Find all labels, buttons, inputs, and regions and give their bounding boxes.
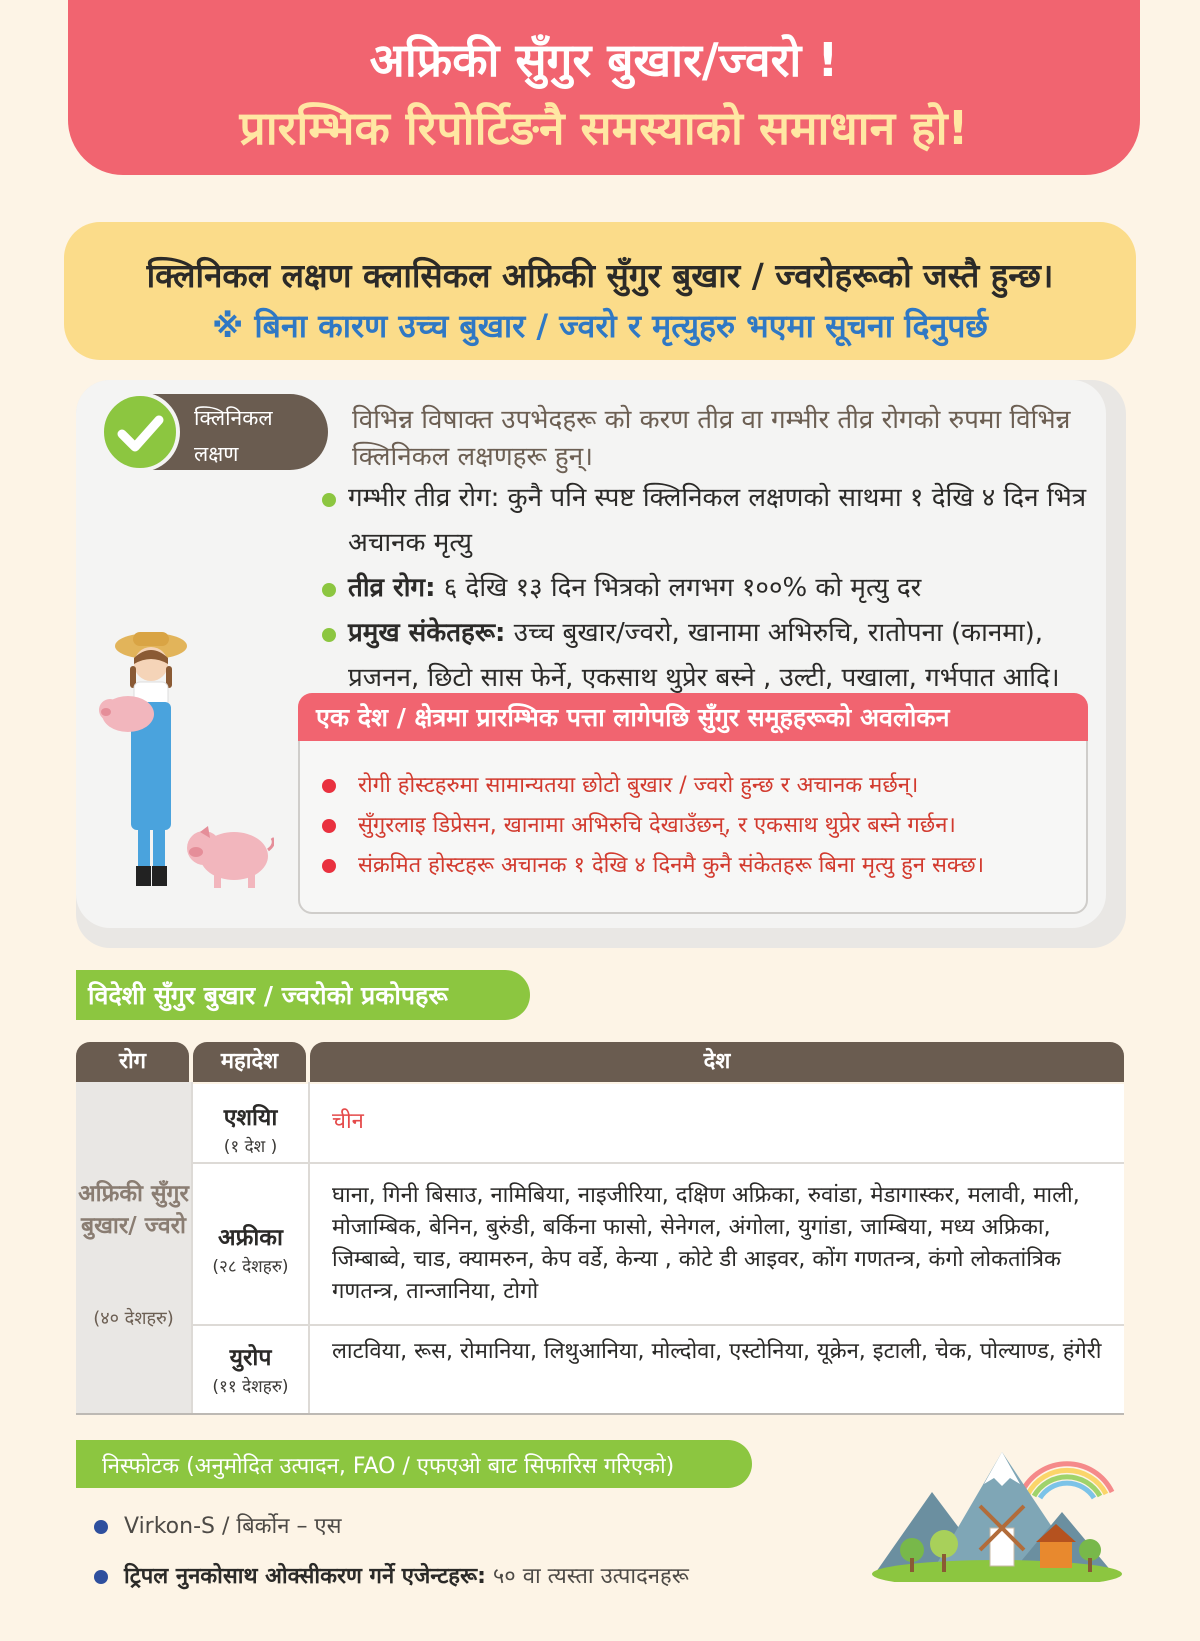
item-text: ५० वा त्यस्ता उत्पादनहरू [485,1564,689,1589]
list-item [318,566,1108,611]
column-divider [191,1082,193,1414]
bullet-icon [322,493,336,507]
header-disease: रोग [76,1042,189,1082]
header-continent: महादेश [193,1042,306,1082]
outbreaks-title: विदेशी सुँगुर बुखार / ज्वरोको प्रकोपहरू [88,981,448,1010]
bullet-icon [322,819,336,833]
notice-banner [64,222,1136,360]
bullet-icon [94,1570,108,1584]
table-bottom-border [76,1413,1124,1415]
continent-name: अफ्रीका [218,1225,283,1251]
continent-name: युरोप [229,1345,272,1371]
column-divider [308,1082,310,1414]
continent-count: (२८ देशहरु) [212,1257,289,1277]
continent-cell [193,1084,308,1162]
item-text: गम्भीर तीव्र रोग: कुनै पनि स्पष्ट क्लिनिकल लक्षणको साथमा १ देखि ४ दिन भित्र अचानक मृत्यु [348,483,1087,558]
item-label: ट्रिपल नुनकोसाथ ओक्सीकरण गर्ने एजेन्टहरू: [124,1564,486,1589]
header-banner [68,0,1140,175]
disease-name: अफ्रिकी सुँगुर बुखार/ ज्वरो [78,1181,189,1239]
continent-cell [193,1164,308,1324]
table-header [76,1042,1124,1082]
item-text: संक्रमित होस्टहरू अचानक १ देखि ४ दिनमै कुनै संकेतहरू बिना मृत्यु हुन सक्छ। [358,853,985,878]
pig-illustration [182,820,274,892]
disease-cell [76,1082,191,1414]
country-cell: घाना, गिनी बिसाउ, नामिबिया, नाइजीरिया, दक्षिण अफ्रिका, रुवांडा, मेडागास्कर, मलावी, माली, मोजाम्बिक, बेनिन, बुरुंडी, बर्किना फासो, सेनेगल, अंगोला, युगांडा, जाम्बिया, मध्य अफ्रिका, जिम्बाब्वे, चाड, क्यामरुन, केप वर्डे, केन्या , कोटे डी आइवर, कोंग गणतन्त्र, कंगो लोकतांत्रिक गणतन्त्र, तान्जानिया, टोगो [310,1164,1124,1324]
header-country: देश [310,1042,1124,1082]
notice-line-2: ※ बिना कारण उच्च बुखार / ज्वरो र मृत्युहरु भएमा सूचना दिनुपर्छ [212,307,988,345]
list-item [318,611,1108,701]
continent-count: (१ देश ) [223,1137,278,1157]
observation-list [322,766,1062,886]
item-text: रोगी होस्टहरुमा सामान्यतया छोटो बुखार / ज्वरो हुन्छ र अचानक मर्छन्। [358,773,919,798]
country-cell: चीन [310,1084,1124,1162]
list-item [94,1552,834,1602]
landscape-illustration [872,1432,1122,1582]
notice-line-1: क्लिनिकल लक्षण क्लासिकल अफ्रिकी सुँगुर बुखार / ज्वरोहरूको जस्तै हुन्छ। [146,256,1054,295]
bullet-icon [322,779,336,793]
continent-name: एशयिा [223,1105,278,1131]
item-text: Virkon-S / बिर्कोन – एस [124,1514,342,1539]
item-text: उच्च बुखार/ज्वरो, खानामा अभिरुचि, रातोपना (कानमा), प्रजनन, छिटो सास फेर्ने, एकसाथ थुप्रेर बस्ने , उल्टी, पखाला, गर्भपात आदि। [348,618,1060,693]
bullet-icon [322,583,336,597]
bullet-icon [94,1520,108,1534]
bullet-icon [322,628,336,642]
bullet-icon [322,859,336,873]
page-title: अफ्रिकी सुँगुर बुखार/ज्वरो ! [369,33,839,87]
disinfectant-title: निस्फोटक (अनुमोदित उत्पादन, FAO / एफएओ बाट सिफारिस गरिएको) [102,1454,675,1479]
check-icon [100,392,180,472]
list-item [322,766,1062,806]
country-cell: लाटविया, रूस, रोमानिया, लिथुआनिया, मोल्दोवा, एस्टोनिया, यूक्रेन, इटाली, चेक, पोल्याण्ड, हंगेरी [310,1326,1124,1414]
item-text: सुँगुरलाइ डिप्रेसन, खानामा अभिरुचि देखाउँछन्, र एकसाथ थुप्रेर बस्ने गर्छन। [358,813,956,838]
list-item [322,806,1062,846]
continent-cell [193,1326,308,1414]
item-text: ६ देखि १३ दिन भित्रको लगभग १००% को मृत्यु दर [435,573,922,603]
list-item [94,1502,834,1552]
clinical-intro: विभिन्न विषाक्त उपभेदहरू को करण तीव्र वा गम्भीर तीव्र रोगको रुपमा विभिन्न क्लिनिकल लक्षणहरू हुन्। [352,405,1071,472]
disease-count: (४० देशहरु) [93,1308,174,1329]
page-subtitle: प्रारम्भिक रिपोर्टिङनै समस्याको समाधान हो! [239,101,969,155]
continent-count: (११ देशहरु) [212,1377,289,1397]
observation-title: एक देश / क्षेत्रमा प्रारम्भिक पत्ता लागेपछि सुँगुर समूहहरूको अवलोकन [316,703,950,732]
list-item [322,846,1062,886]
clinical-badge-label: क्लिनिकल लक्षण [194,406,273,466]
item-label: तीव्र रोग: [348,573,436,603]
list-item [318,476,1108,566]
disinfectant-list [94,1502,834,1602]
clinical-list [318,476,1108,701]
item-label: प्रमुख संकेतहरू: [348,618,506,648]
